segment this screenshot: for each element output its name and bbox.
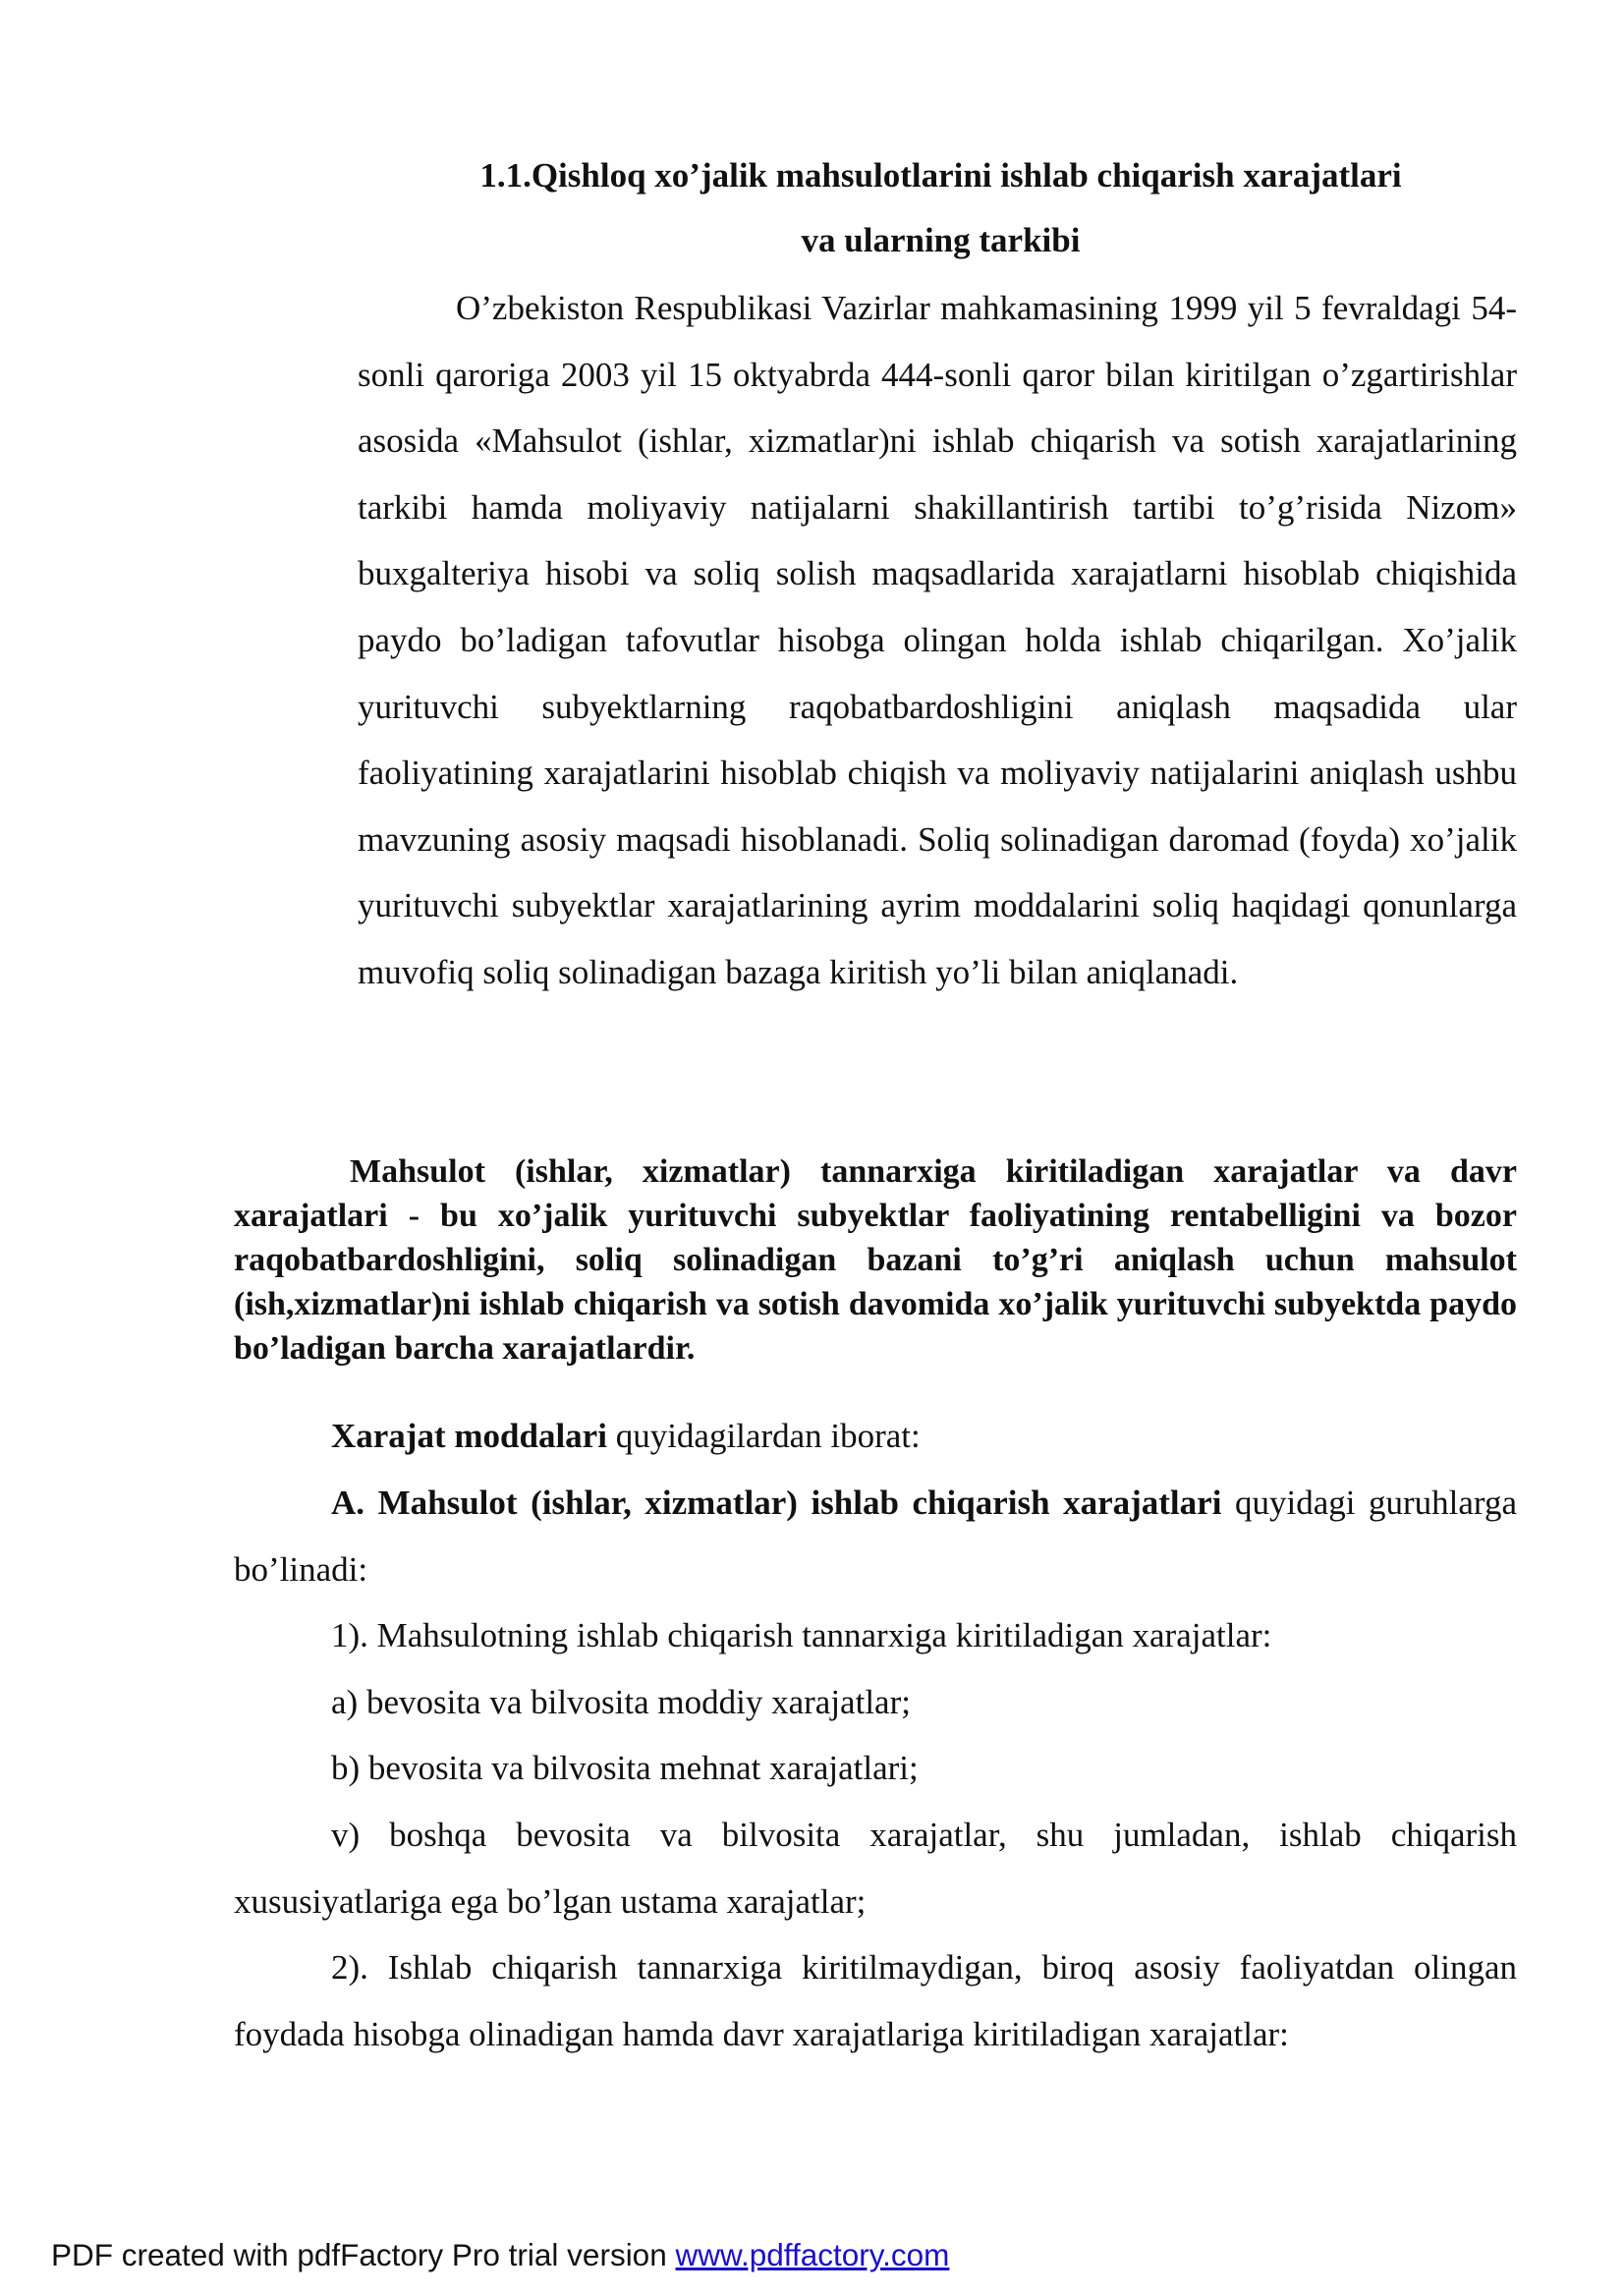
cost-items-text: quyidagilardan iborat: bbox=[606, 1417, 921, 1455]
section-a-paragraph bbox=[234, 1470, 1517, 1602]
intro-paragraph: O’zbekiston Respublikasi Vazirlar mahkamasining 1999 yil 5 fevraldagi 54-sonli qaroriga 2003 yil 15 oktyabrda 444-sonli qaror bilan kiritilgan o’zgartirishlar asosida «Mahsulot (ishlar, xizmatlar)ni ishlab chiqarish va sotish xarajatlarining tarkibi hamda moliyaviy natijalarni shakillantirish tartibi to’g’risida Nizom» buxgalteriya hisobi va soliq solish maqsadlarida xarajatlarni hisoblab chiqishida paydo bo’ladigan tafovutlar hisobga olingan holda ishlab chiqarilgan. Xo’jalik yurituvchi subyektlarning raqobatbardoshligini aniqlash maqsadida ular faoliyatining xarajatlarini hisoblab chiqish va moliyaviy natijalarini aniqlash ushbu mavzuning asosiy maqsadi hisoblanadi. Soliq solinadigan daromad (foyda) xo’jalik yurituvchi subyektlar xarajatlarining ayrim moddalarini soliq haqidagi qonunlarga muvofiq soliq solinadigan bazaga kiritish yo’li bilan aniqlanadi. bbox=[358, 289, 1517, 991]
list-item-1: 1). Mahsulotning ishlab chiqarish tannarxiga kiritiladigan xarajatlar: bbox=[331, 1616, 1272, 1654]
list-item-a: a) bevosita va bilvosita moddiy xarajatlar; bbox=[331, 1683, 911, 1721]
list-item-v: v) boshqa bevosita va bilvosita xarajatlar, shu jumladan, ishlab chiqarish xususiyatlariga ega bo’lgan ustama xarajatlar; bbox=[234, 1816, 1517, 1921]
definition-paragraph: Mahsulot (ishlar, xizmatlar) tannarxiga kiritiladigan xarajatlar va davr xarajatlari - bu xo’jalik yurituvchi subyektlar faoliyatining rentabelligini va bozor raqobatbardoshligini, soliq solinadigan bazani to’g’ri aniqlash uchun mahsulot (ish,xizmatlar)ni ishlab chiqarish va sotish davomida xo’jalik yurituvchi subyektda paydo bo’ladigan barcha xarajatlardir. bbox=[234, 1153, 1517, 1367]
list-item-2: 2). Ishlab chiqarish tannarxiga kiritilmaydigan, biroq asosiy faoliyatdan olingan foydada hisobga olinadigan hamda davr xarajatlariga kiritiladigan xarajatlar: bbox=[234, 1948, 1517, 2053]
list-item-b: b) bevosita va bilvosita mehnat xarajatlari; bbox=[331, 1749, 919, 1787]
cost-items-intro bbox=[234, 1403, 1517, 1470]
section-heading-line-2: va ularning tarkibi bbox=[801, 221, 1081, 259]
section-a-label: A. Mahsulot (ishlar, xizmatlar) ishlab chiqarish xarajatlari bbox=[331, 1484, 1222, 1522]
section-heading-line-1: 1.1.Qishloq xo’jalik mahsulotlarini ishlab chiqarish xarajatlari bbox=[479, 156, 1402, 195]
footer-text: PDF created with pdfFactory Pro trial version bbox=[51, 2237, 676, 2272]
cost-items-label: Xarajat moddalari bbox=[331, 1417, 607, 1455]
pdf-footer bbox=[51, 2237, 949, 2273]
footer-link[interactable]: www.pdffactory.com bbox=[675, 2237, 950, 2272]
section-a-text: quyidagi guruhlarga bo’linadi: bbox=[234, 1484, 1517, 1589]
